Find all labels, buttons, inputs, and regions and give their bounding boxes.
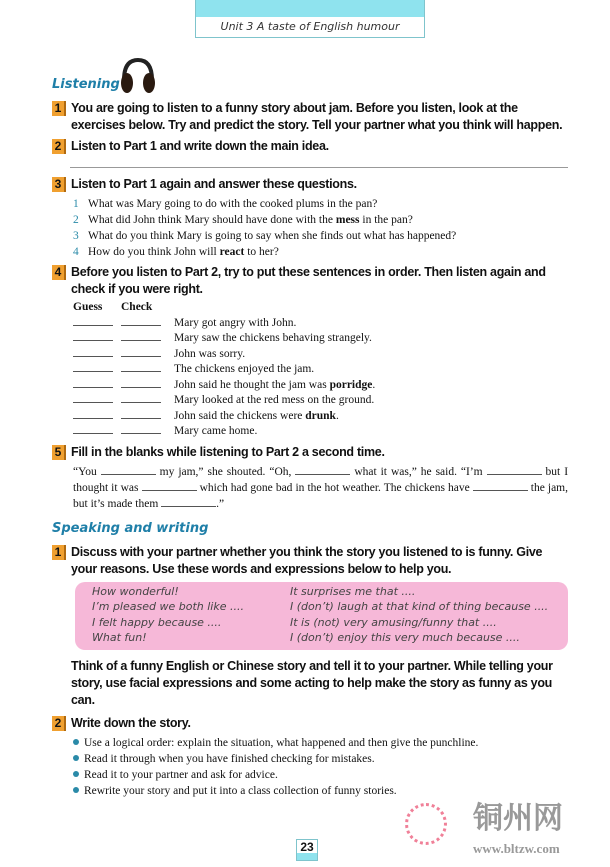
expression: How wonderful! xyxy=(92,584,179,598)
question: 2 What did John think Mary should have done with the mess in the pan? xyxy=(73,214,413,226)
seal-icon xyxy=(405,803,447,845)
guess-blank[interactable] xyxy=(73,409,113,419)
ordering-row: The chickens enjoyed the jam. xyxy=(73,362,610,378)
check-blank[interactable] xyxy=(121,378,161,388)
question-list xyxy=(73,196,610,260)
expression: It is (not) very amusing/funny that .... xyxy=(290,615,497,629)
exercise-instruction: Listen to Part 1 again and answer these questions. xyxy=(71,177,357,191)
ordering-row: John said the chickens were drunk. xyxy=(73,409,610,425)
exercise-number: 5 xyxy=(52,445,66,460)
list-item: Rewrite your story and put it into a class collection of funny stories. xyxy=(73,783,573,799)
guess-blank[interactable] xyxy=(73,424,113,434)
exercise-3 xyxy=(52,176,570,193)
followup xyxy=(52,658,570,709)
exercise-instruction: Listen to Part 1 and write down the main idea. xyxy=(71,139,329,153)
blank[interactable] xyxy=(487,465,542,475)
watermark-url: www.bltzw.com xyxy=(473,840,560,856)
exercise-number: 3 xyxy=(52,177,66,192)
exercise-number: 1 xyxy=(52,101,66,116)
check-blank[interactable] xyxy=(121,393,161,403)
blank[interactable] xyxy=(473,481,528,491)
guess-check-header: Guess Check xyxy=(73,301,153,313)
expression: I (don’t) enjoy this very much because .... xyxy=(290,631,520,644)
headphones-icon xyxy=(118,56,158,96)
listening-heading: Listening xyxy=(52,77,120,92)
expression: I’m pleased we both like .... xyxy=(92,600,244,613)
bullet-icon xyxy=(73,755,79,761)
blank[interactable] xyxy=(161,497,216,507)
question: 3 What do you think Mary is going to say when she finds out what has happened? xyxy=(73,230,457,242)
check-blank[interactable] xyxy=(121,424,161,434)
header-illustration xyxy=(196,0,424,17)
exercise-instruction: Fill in the blanks while listening to Part 2 a second time. xyxy=(71,444,385,459)
question: 1 What was Mary going to do with the cooked plums in the pan? xyxy=(73,198,378,210)
exercise-4 xyxy=(52,264,570,298)
expression: What fun! xyxy=(92,631,147,644)
list-item: Read it through when you have finished checking for mistakes. xyxy=(73,751,573,767)
check-blank[interactable] xyxy=(121,316,161,326)
exercise-number: 1 xyxy=(52,545,66,560)
ordering-list xyxy=(73,316,610,440)
ordering-row: Mary looked at the red mess on the ground. xyxy=(73,393,610,409)
unit-title: Unit 3 A taste of English humour xyxy=(220,20,400,33)
expression: I felt happy because .... xyxy=(92,615,222,629)
exercise-instruction: Before you listen to Part 2, try to put these sentences in order. Then listen again and check if you were right. xyxy=(71,265,546,296)
guess-blank[interactable] xyxy=(73,347,113,357)
check-blank[interactable] xyxy=(121,331,161,341)
bullet-icon xyxy=(73,771,79,777)
blank[interactable] xyxy=(101,465,156,475)
page-number: 23 xyxy=(296,839,318,861)
answer-line xyxy=(70,167,568,168)
guess-blank[interactable] xyxy=(73,316,113,326)
exercise-1 xyxy=(52,100,570,134)
check-blank[interactable] xyxy=(121,347,161,357)
guess-blank[interactable] xyxy=(73,362,113,372)
listening-heading-row xyxy=(52,74,610,96)
list-item: Read it to your partner and ask for advice. xyxy=(73,767,573,783)
watermark-logo xyxy=(405,801,605,861)
list-item: Use a logical order: explain the situation, what happened and then give the punchline. xyxy=(73,735,573,751)
exercise-5 xyxy=(52,444,570,461)
speaking-exercise-1 xyxy=(52,544,570,578)
exercise-instruction: Discuss with your partner whether you think the story you listened to is funny. Give your reasons. Use these words and expressions below to help you. xyxy=(71,544,543,576)
ordering-row: John was sorry. xyxy=(73,347,610,363)
check-blank[interactable] xyxy=(121,409,161,419)
ordering-row: Mary saw the chickens behaving strangely. xyxy=(73,331,610,347)
bullet-icon xyxy=(73,739,79,745)
exercise-number: 2 xyxy=(52,139,66,154)
watermark-text: 铜州网 xyxy=(473,800,563,836)
exercise-instruction: Write down the story. xyxy=(71,715,191,730)
exercise-number: 2 xyxy=(52,716,66,731)
ordering-row: Mary got angry with John. xyxy=(73,316,610,332)
expressions-box xyxy=(75,582,568,650)
expression: I (don’t) laugh at that kind of thing because .... xyxy=(290,600,549,613)
question: 4 How do you think John will react to her? xyxy=(73,246,279,258)
speaking-heading: Speaking and writing xyxy=(52,520,209,536)
fill-in-paragraph: “You my jam,” she shouted. “Oh, what it was,” he said. “I’m but I thought it was which had gone bad in the hot weather. The chickens have the jam, but it’s made them .” xyxy=(73,465,569,510)
bullet-icon xyxy=(73,787,79,793)
exercise-instruction: You are going to listen to a funny story about jam. Before you listen, look at the exercises below. Try and predict the story. Tell your partner what you think will happen. xyxy=(71,101,563,132)
check-blank[interactable] xyxy=(121,362,161,372)
expression: It surprises me that .... xyxy=(290,584,416,598)
blank[interactable] xyxy=(142,481,197,491)
followup-instruction: Think of a funny English or Chinese story and tell it to your partner. While telling your story, use facial expressions and some acting to help make the story as funny as you can. xyxy=(71,658,553,707)
tips-list xyxy=(73,735,573,799)
guess-blank[interactable] xyxy=(73,331,113,341)
ordering-row: Mary came home. xyxy=(73,424,610,440)
page-footer xyxy=(0,801,610,863)
ordering-row: John said he thought the jam was porridge. xyxy=(73,378,610,394)
guess-blank[interactable] xyxy=(73,378,113,388)
guess-blank[interactable] xyxy=(73,393,113,403)
blank[interactable] xyxy=(295,465,350,475)
exercise-number: 4 xyxy=(52,265,66,280)
unit-header xyxy=(195,0,425,38)
speaking-exercise-2 xyxy=(52,715,570,732)
speaking-heading-row xyxy=(52,518,610,540)
exercise-2 xyxy=(52,138,570,155)
